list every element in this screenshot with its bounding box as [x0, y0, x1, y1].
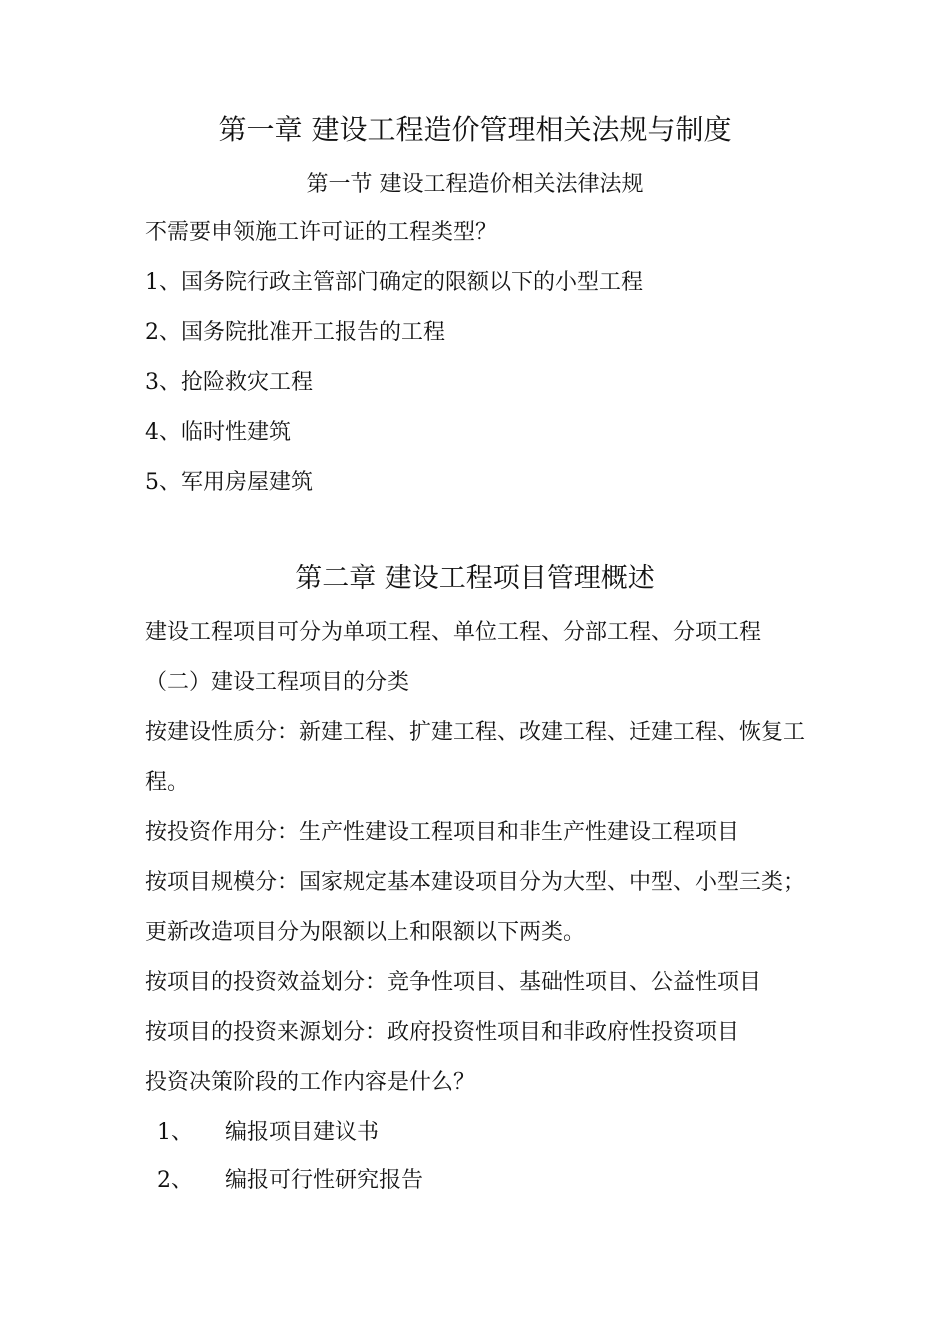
decision-item-number: 1、	[157, 1120, 193, 1145]
chapter-1-title: 第一章 建设工程造价管理相关法规与制度	[218, 113, 732, 146]
decision-item	[145, 1118, 379, 1148]
permit-item: 3、抢险救灾工程	[145, 370, 313, 395]
permit-item: 5、军用房屋建筑	[145, 470, 313, 495]
permit-question: 不需要申领施工许可证的工程类型？	[145, 220, 498, 245]
paragraph: （二）建设工程项目的分类	[145, 670, 410, 695]
paragraph: 按投资作用分：生产性建设工程项目和非生产性建设工程项目	[145, 820, 740, 845]
decision-item-text: 编报可行性研究报告	[225, 1168, 424, 1193]
decision-item-text: 编报项目建议书	[225, 1120, 380, 1145]
paragraph: 投资决策阶段的工作内容是什么？	[145, 1070, 476, 1095]
decision-item-number: 2、	[157, 1168, 193, 1193]
paragraph: 按项目的投资效益划分：竞争性项目、基础性项目、公益性项目	[145, 970, 762, 995]
permit-item: 1、国务院行政主管部门确定的限额以下的小型工程	[145, 270, 643, 295]
paragraph: 程。	[145, 770, 190, 795]
section-1-title: 第一节 建设工程造价相关法律法规	[306, 172, 644, 197]
paragraph: 按项目的投资来源划分：政府投资性项目和非政府性投资项目	[145, 1020, 740, 1045]
paragraph: 建设工程项目可分为单项工程、单位工程、分部工程、分项工程	[145, 620, 762, 645]
paragraph: 按建设性质分：新建工程、扩建工程、改建工程、迁建工程、恢复工	[145, 720, 806, 745]
permit-item: 2、国务院批准开工报告的工程	[145, 320, 445, 345]
paragraph: 按项目规模分：国家规定基本建设项目分为大型、中型、小型三类；	[145, 870, 806, 895]
decision-item	[145, 1166, 423, 1196]
paragraph: 更新改造项目分为限额以上和限额以下两类。	[145, 920, 586, 945]
permit-item: 4、临时性建筑	[145, 420, 291, 445]
chapter-2-title: 第二章 建设工程项目管理概述	[295, 563, 655, 594]
